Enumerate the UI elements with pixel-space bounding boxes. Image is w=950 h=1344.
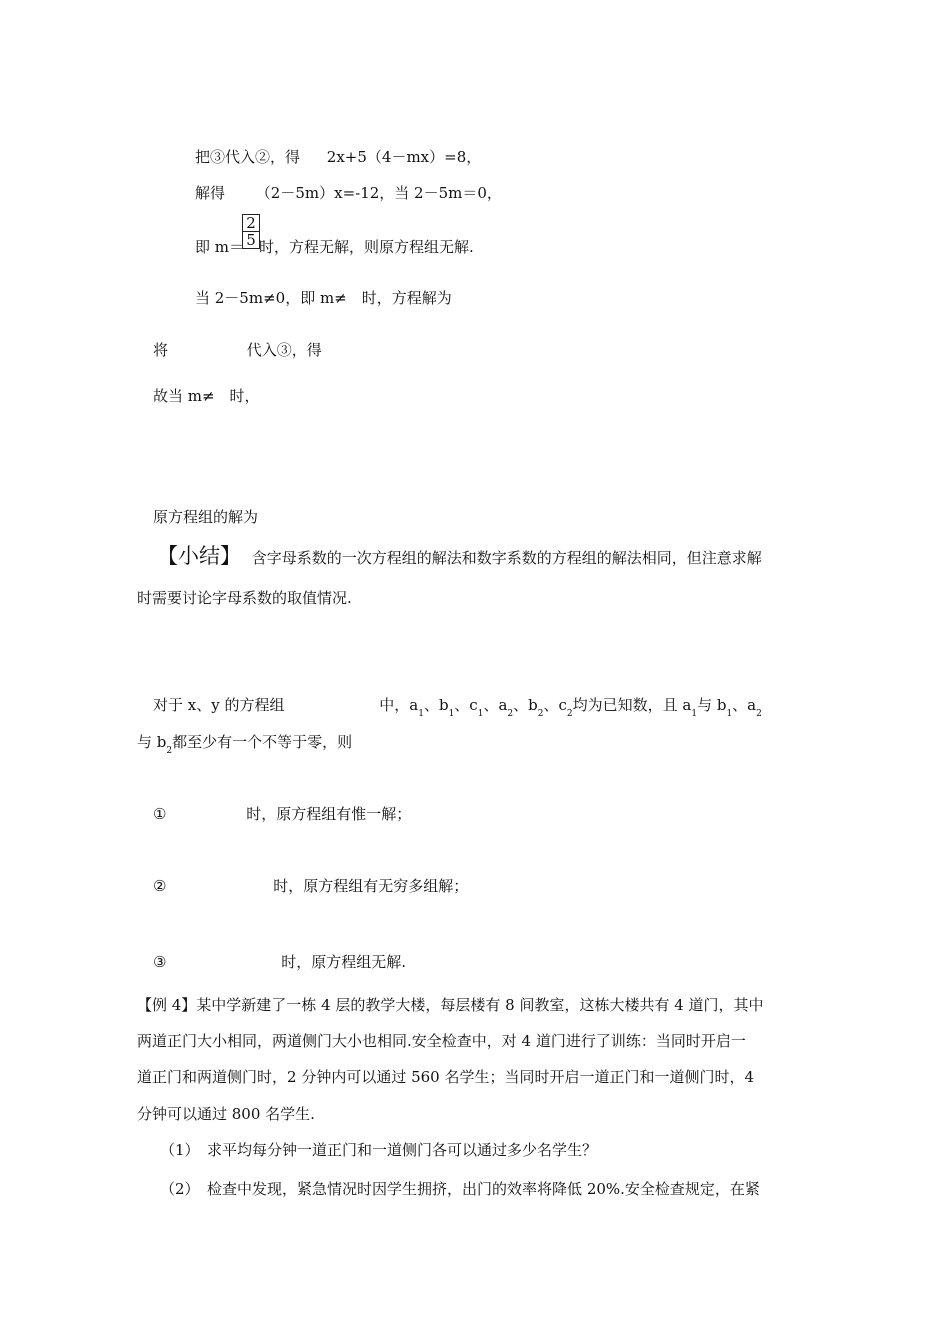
numerator: 2 [246, 214, 256, 232]
paragraph-line-1 [153, 695, 762, 724]
text: 对于 x、y 的方程组 [153, 696, 285, 714]
subscript: 1 [691, 709, 698, 719]
marker: ③ [153, 953, 167, 971]
question-1: （1） 求平均每分钟一道正门和一道侧门各可以通过多少名学生？ [160, 1141, 598, 1159]
text: 均为已知数，且 a [572, 696, 692, 714]
text: 把③代入②，得 [195, 148, 301, 166]
solution-line-6: 故当 m≠ 时， [153, 387, 260, 405]
text: 即 m＝ [195, 238, 244, 256]
text: 时，原方程组有惟一解； [246, 805, 412, 823]
equation: （2－5m）x=-12，当 2－5m＝0， [255, 184, 502, 202]
subscript: 1 [477, 709, 484, 719]
subscript: 1 [726, 709, 733, 719]
summary-text: 含字母系数的一次方程组的解法和数字系数的方程组的解法相同，但注意求解 [251, 549, 762, 567]
example-4-line-1: 【例 4】某中学新建了一栋 4 层的教学大楼，每层楼有 8 间教室，这栋大楼共有 4 道门，其中 [137, 996, 764, 1014]
marker: ② [153, 877, 167, 895]
text: 中，a [379, 696, 419, 714]
summary-line-1 [157, 546, 762, 568]
solution-line-1 [195, 147, 481, 167]
subscript: 1 [448, 709, 455, 719]
example-4-line-3: 道正门和两道侧门时，2 分钟内可以通过 560 名学生；当同时开启一道正门和一道侧门时，4 [137, 1068, 755, 1086]
summary-line-2: 时需要讨论字母系数的取值情况. [137, 589, 352, 607]
question-2: （2） 检查中发现，紧急情况时因学生拥挤，出门的效率将降低 20%.安全检查规定，在紧 [160, 1180, 760, 1198]
subscript: 2 [537, 709, 544, 719]
solution-line-3 [195, 237, 244, 257]
text: 、a [732, 696, 757, 714]
subscript: 2 [166, 746, 173, 756]
text: 、b [423, 696, 449, 714]
example-4-line-4: 分钟可以通过 800 名学生. [137, 1105, 315, 1123]
text: 与 b [137, 733, 167, 751]
solution-line-4: 当 2－5m≠0，即 m≠ 时，方程解为 [195, 289, 452, 307]
text: 、c [543, 696, 567, 714]
paragraph-line-2 [137, 732, 352, 761]
subscript: 2 [566, 709, 573, 719]
text: 代入③，得 [246, 341, 322, 359]
subscript: 2 [507, 709, 514, 719]
denominator: 5 [246, 231, 256, 249]
summary-heading: 【小结】 [157, 544, 241, 568]
subscript: 2 [756, 709, 762, 719]
condition-1 [153, 804, 411, 824]
text: 、b [513, 696, 538, 714]
equation: 2x+5（4－mx）=8， [326, 148, 482, 166]
condition-2 [153, 876, 468, 896]
text: 都至少有一个不等于零，则 [172, 733, 353, 751]
marker: ① [153, 805, 167, 823]
text: 时，原方程组无解. [281, 953, 407, 971]
text: 与 b [697, 696, 727, 714]
condition-3 [153, 952, 406, 972]
solution-line-3-tail [259, 237, 474, 257]
fraction-two-fifths [242, 214, 260, 249]
subscript: 1 [418, 709, 424, 719]
text: 将 [153, 341, 169, 359]
text: 解得 [195, 184, 226, 202]
text: 时，方程无解，则原方程组无解. [259, 238, 474, 256]
solution-line-2 [195, 183, 502, 203]
text: 时，原方程组有无穷多组解； [273, 877, 469, 895]
text: 、c [454, 696, 478, 714]
text: 、a [483, 696, 508, 714]
example-4-line-2: 两道正门大小相同，两道侧门大小也相同.安全检查中，对 4 道门进行了训练：当同时开启一 [137, 1032, 746, 1050]
solution-line-5 [153, 340, 322, 360]
solution-line-7: 原方程组的解为 [153, 508, 259, 526]
